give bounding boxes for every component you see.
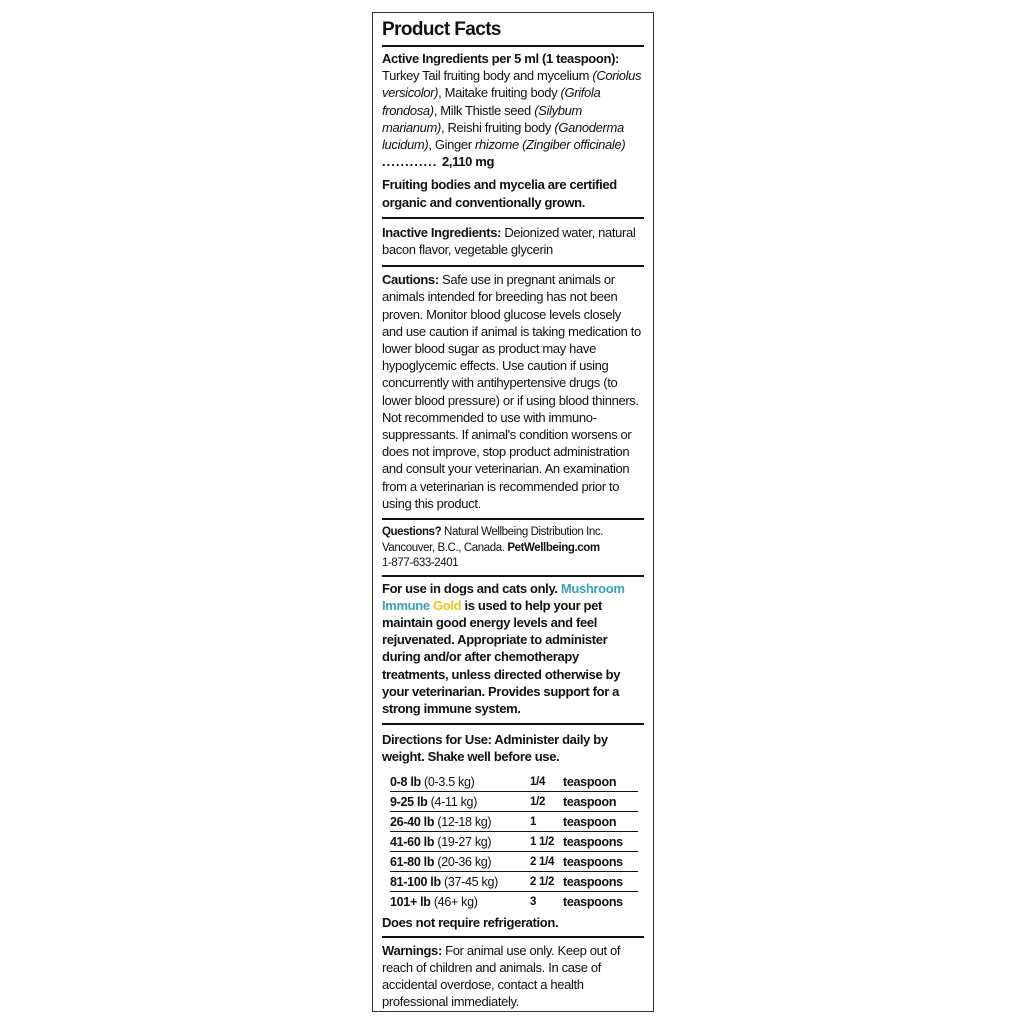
inactive-ingredients-section <box>382 219 644 265</box>
latin-name: (Coriolus versicolor) <box>382 68 642 101</box>
dosage-row <box>390 891 638 911</box>
directions-section <box>382 725 644 936</box>
questions-section <box>382 520 644 575</box>
dose-unit: teaspoon <box>563 811 638 831</box>
certification-note: Fruiting bodies and mycelia are certified organic and conventionally grown. <box>382 177 617 210</box>
weight-lb: 9-25 lb <box>390 794 428 809</box>
weight-lb: 26-40 lb <box>390 814 435 829</box>
weight-lb: 41-60 lb <box>390 834 435 849</box>
dose-unit: teaspoon <box>563 791 638 811</box>
dose-unit: teaspoon <box>563 772 638 792</box>
product-facts-panel <box>372 12 654 1012</box>
usage-text: is used to help your pet maintain good energy levels and feel rejuvenated. Appropriate to administer during and/or after chemotherapy treatments, unless directed otherwise by your veterinarian. Provides support for a strong immune system. <box>382 597 621 716</box>
brand-name-gold: Gold <box>429 597 462 613</box>
weight-lb: 101+ lb <box>390 894 431 909</box>
dosage-row <box>390 871 638 891</box>
ingredient-text: , Reishi fruiting body <box>440 119 552 135</box>
weight-kg: (20-36 kg) <box>434 854 492 869</box>
dosage-row <box>390 811 638 831</box>
weight-kg: (19-27 kg) <box>434 834 492 849</box>
dose-amount: 2 1/4 <box>530 851 563 871</box>
dosage-row <box>390 831 638 851</box>
dose-unit: teaspoons <box>563 871 638 891</box>
panel-title: Product Facts <box>382 19 501 40</box>
ingredient-amount: 2,110 mg <box>441 154 495 170</box>
active-ingredients-list <box>382 67 644 170</box>
dose-unit: teaspoons <box>563 894 623 909</box>
weight-cell <box>390 851 530 871</box>
usage-section <box>382 577 644 724</box>
active-ingredients-section <box>382 47 644 211</box>
website-link[interactable]: PetWellbeing.com <box>507 541 600 554</box>
dose-unit: teaspoons <box>563 831 638 851</box>
weight-lb: 0-8 lb <box>390 774 421 789</box>
active-ingredients-heading: Active Ingredients per 5 ml (1 teaspoon): <box>382 51 620 66</box>
phone-number: 1-877-633-2401 <box>382 557 459 570</box>
weight-lb: 81-100 lb <box>390 874 441 889</box>
cautions-text: Safe use in pregnant animals or animals intended for breeding has not been proven. Monitor blood glucose levels closely and use caution if animal is taking medication to lower blood sugar as product may have hypoglycemic effects. Use caution if using concurrently with antihypertensive drugs (to lower blood pressure) or if using blood thinners. Not recommended to use with immuno- suppressants. If animal's condition worsens or does not improve, stop product administration and consult your veterinarian. An examination from a veterinarian is recommended prior to using this product. <box>382 272 641 511</box>
latin-name: (Silybum marianum) <box>382 102 582 135</box>
dose-amount: 3 <box>530 895 537 908</box>
latin-name: (Grifola frondosa) <box>382 85 601 118</box>
weight-kg: (12-18 kg) <box>434 814 492 829</box>
usage-text: For use in dogs and cats only. <box>382 580 561 596</box>
directions-heading: Directions for Use: Administer daily by weight. Shake well before use. <box>382 732 608 765</box>
warnings-section <box>382 938 644 1011</box>
weight-cell <box>390 831 530 851</box>
ingredient-text: , Ginger <box>428 137 476 153</box>
dose-amount: 1 <box>530 811 563 831</box>
warnings-label: Warnings: <box>382 942 442 958</box>
ingredient-text: Turkey Tail fruiting body and mycelium <box>382 68 590 84</box>
weight-kg: (37-45 kg) <box>440 874 498 889</box>
weight-kg: (46+ kg) <box>430 894 478 909</box>
company-name: Natural Wellbeing Distribution Inc. <box>441 526 604 539</box>
weight-cell <box>390 791 530 811</box>
ingredient-part: rhizome <box>475 137 519 153</box>
dosage-row <box>390 772 638 792</box>
brand-name-mushroom-immune: Mushroom Immune <box>382 580 625 613</box>
dose-amount: 2 1/2 <box>530 871 563 891</box>
dose-amount: 1 1/2 <box>530 831 563 851</box>
inactive-ingredients-label: Inactive Ingredients: <box>382 224 502 240</box>
weight-cell <box>390 811 530 831</box>
dosage-row <box>390 851 638 871</box>
questions-label: Questions? <box>382 526 442 539</box>
ingredient-text: , Milk Thistle seed <box>433 102 531 118</box>
warnings-text: For animal use only. Keep out of reach of children and animals. In case of accidental overdose, contact a health professional immediately. <box>382 942 621 1010</box>
company-city: Vancouver, B.C., Canada. <box>382 541 508 554</box>
weight-kg: (0-3.5 kg) <box>420 774 475 789</box>
cautions-section <box>382 267 644 518</box>
weight-cell <box>390 871 530 891</box>
inactive-ingredients-text: Deionized water, natural bacon flavor, vegetable glycerin <box>382 224 636 258</box>
dose-amount: 1/4 <box>530 772 563 792</box>
cautions-label: Cautions: <box>382 272 439 288</box>
weight-cell <box>390 891 530 911</box>
latin-name: (Ganoderma lucidum) <box>382 119 624 153</box>
latin-name: (Zingiber officinale) <box>522 137 626 153</box>
storage-note: Does not require refrigeration. <box>382 914 559 930</box>
dosage-table <box>390 772 638 911</box>
dosage-row <box>390 791 638 811</box>
dose-amount: 1/2 <box>530 791 563 811</box>
weight-lb: 61-80 lb <box>390 854 435 869</box>
weight-cell <box>390 772 530 792</box>
weight-kg: (4-11 kg) <box>427 794 478 809</box>
dose-unit: teaspoons <box>563 851 638 871</box>
ingredient-text: , Maitake fruiting body <box>438 85 558 101</box>
leader-dots: ............ <box>382 154 442 170</box>
